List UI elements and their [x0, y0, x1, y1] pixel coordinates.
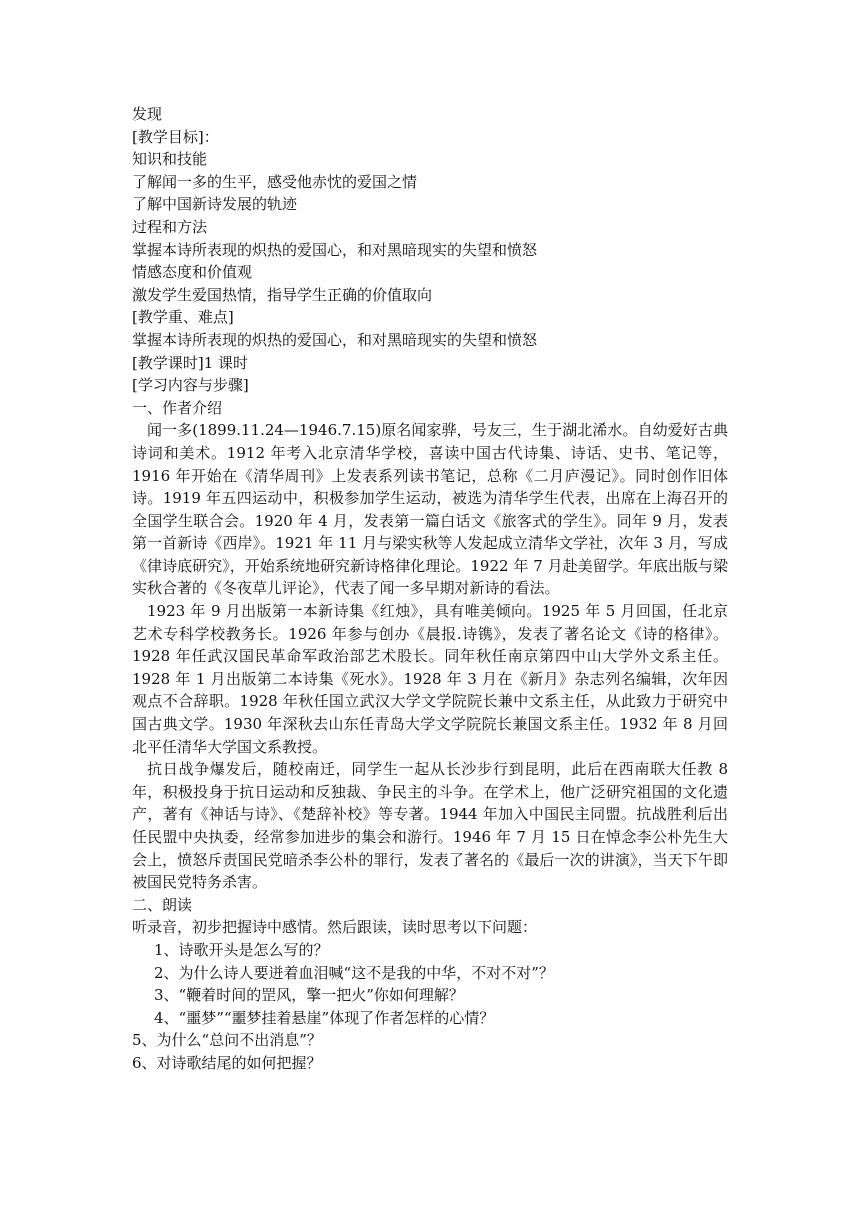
author-bio-paragraph: 抗日战争爆发后，随校南迁，同学生一起从长沙步行到昆明，此后在西南联大任教 8 年，积极投身于抗日运动和反独裁、争民主的斗争。在学术上，他广泛研究祖国的文化遗产，著有《神话与诗》、《楚辞补校》等专著。1944 年加入中国民主同盟。抗战胜利后出任民盟中央执委，经常参加进步的集会和游行。1946 年 7 月 15 日在悼念李公朴先生大会上，愤怒斥责国民党暗杀李公朴的罪行，发表了著名的《最后一次的讲演》，当天下午即被国民党特务杀害。 [132, 760, 728, 892]
emotion-values-item: 激发学生爱国热情，指导学生正确的价值取向 [132, 285, 433, 304]
author-bio-paragraph: 1923 年 9 月出版第一本新诗集《红烛》，具有唯美倾向。1925 年 5 月回国，任北京艺术专科学校教务长。1926 年参与创办《晨报.诗镌》，发表了著名论文《诗的格律》。1928 年任武汉国民革命军政治部艺术股长。同年秋任南京第四中山大学外文系主任。1928 年 1 月出版第二本诗集《死水》。1928 年 3 月在《新月》杂志列名编辑，次年因观点不合辞职。1928 年秋任国立武汉大学文学院院长兼中文系主任，从此致力于研究中国古典文学。1930 年深秋去山东任青岛大学文学院院长兼国文系主任。1932 年 8 月回北平任清华大学国文系教授。 [132, 602, 728, 756]
question-item: 3、“鞭着时间的罡风，擎一把火”你如何理解？ [154, 986, 464, 1005]
reading-intro: 听录音，初步把握诗中感情。然后跟读，读时思考以下问题： [132, 918, 538, 937]
question-item: 1、诗歌开头是怎么写的？ [154, 940, 329, 959]
process-method-item: 掌握本诗所表现的炽热的爱国心，和对黑暗现实的失望和愤怒 [132, 240, 538, 259]
section-title-reading: 二、朗读 [132, 895, 193, 914]
process-method-label: 过程和方法 [132, 217, 208, 236]
key-points-item: 掌握本诗所表现的炽热的爱国心，和对黑暗现实的失望和愤怒 [132, 330, 538, 349]
heading-top: 发现 [132, 105, 163, 123]
question-item: 6、对诗歌结尾的如何把握？ [132, 1053, 322, 1072]
question-item: 4、“噩梦”“噩梦挂着悬崖”体现了作者怎样的心情？ [154, 1008, 495, 1027]
document-page [132, 103, 728, 1075]
key-points-header: [教学重、难点] [132, 308, 234, 327]
lesson-hours: [教学课时]1 课时 [132, 353, 249, 372]
objectives-header: [教学目标]： [132, 127, 219, 146]
author-bio-paragraph: 闻一多(1899.11.24—1946.7.15)原名闻家骅，号友三，生于湖北浠水。自幼爱好古典诗词和美术。1912 年考入北京清华学校，喜读中国古代诗集、诗话、史书、笔记等，1916 年开始在《清华周刊》上发表系列读书笔记，总称《二月庐漫记》。同时创作旧体诗。1919 年五四运动中，积极参加学生运动，被选为清华学生代表，出席在上海召开的全国学生联合会。1920 年 4 月，发表第一篇白话文《旅客式的学生》。同年 9 月，发表第一首新诗《西岸》。1921 年 11 月与梁实秋等人发起成立清华文学社，次年 3 月，写成《律诗底研究》，开始系统地研究新诗格律化理论。1922 年 7 月赴美留学。年底出版与梁实秋合著的《冬夜草儿评论》，代表了闻一多早期对新诗的看法。 [132, 421, 728, 598]
emotion-values-label: 情感态度和价值观 [132, 263, 253, 282]
question-item: 5、为什么“总问不出消息”？ [132, 1031, 322, 1050]
content-steps-header: [学习内容与步骤] [132, 376, 249, 395]
section-title-author: 一、作者介绍 [132, 398, 223, 417]
knowledge-skills-label: 知识和技能 [132, 150, 208, 169]
knowledge-skills-item: 了解闻一多的生平，感受他赤忱的爱国之情 [132, 172, 418, 191]
knowledge-skills-item: 了解中国新诗发展的轨迹 [132, 195, 298, 214]
question-item: 2、为什么诗人要迸着血泪喊“这不是我的中华，不对不对”？ [154, 963, 554, 982]
